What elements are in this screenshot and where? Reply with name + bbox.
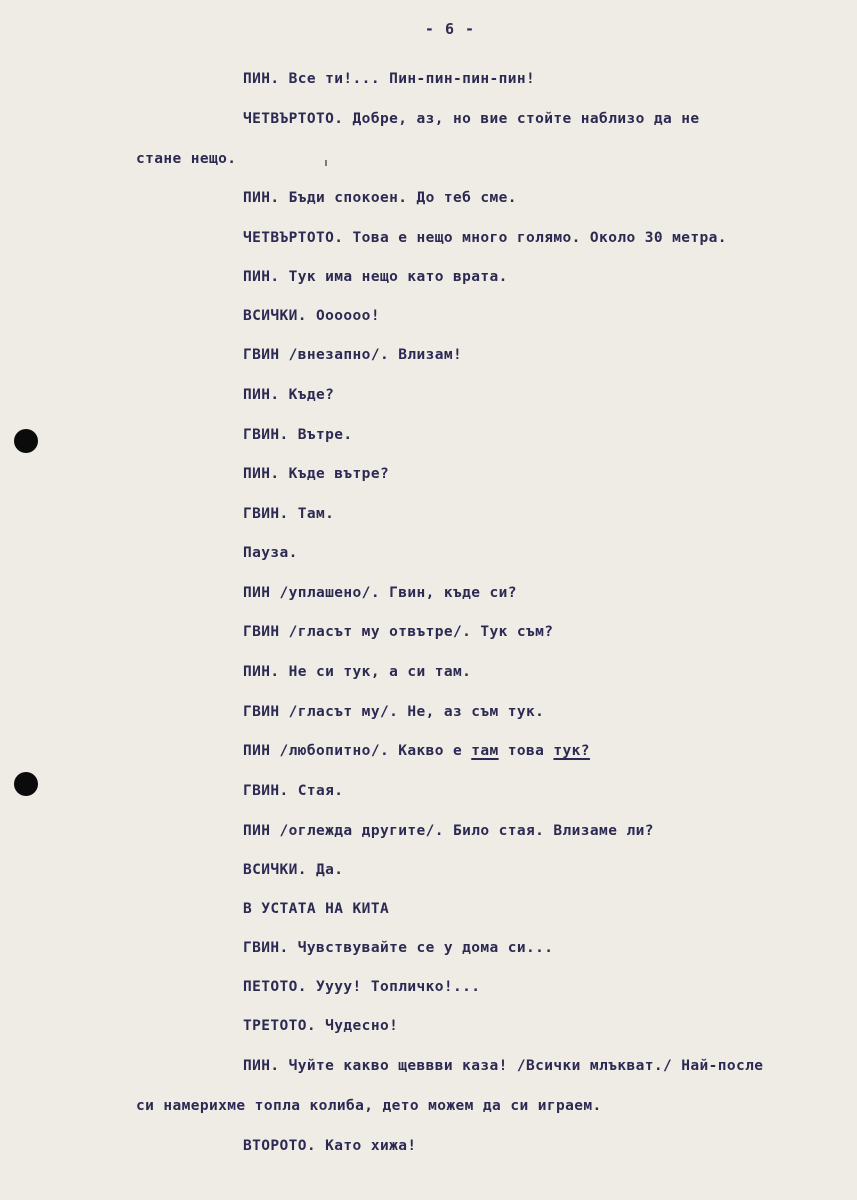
dialogue-line: ПИН. Къде? [243, 387, 335, 403]
dialogue-line: ЧЕТВЪРТОТО. Това е нещо много голямо. Около 30 метра. [243, 230, 727, 246]
dialogue-line-continuation: стане нещо. [136, 151, 237, 167]
line-segment: ПИН /любопитно/. Какво е [243, 743, 472, 759]
page-number: - 6 - [424, 20, 476, 38]
stage-direction: Пауза. [243, 545, 298, 561]
dialogue-line: ГВИН. Стая. [243, 783, 344, 799]
dialogue-line: ГВИН /гласът му отвътре/. Тук съм? [243, 624, 554, 640]
underlined-word: тук? [553, 743, 590, 759]
dialogue-line: ГВИН /гласът му/. Не, аз съм тук. [243, 704, 545, 720]
punch-hole-upper [14, 429, 38, 453]
scene-heading: В УСТАТА НА КИТА [243, 901, 390, 917]
dialogue-line: ПИН /оглежда другите/. Било стая. Влизаме ли? [243, 823, 654, 839]
dialogue-line: ГВИН. Вътре. [243, 427, 353, 443]
dialogue-line: ВСИЧКИ. Оооооо! [243, 308, 380, 324]
dialogue-line: ГВИН. Чувствувайте се у дома си... [243, 940, 554, 956]
dialogue-line: ЧЕТВЪРТОТО. Добре, аз, но вие стойте наблизо да не [243, 111, 700, 127]
dialogue-line: ПИН. Чуйте какво щеввви каза! /Всички млъкват./ Най-после [243, 1058, 764, 1074]
dialogue-line: ПЕТОТО. Уууу! Топличко!... [243, 979, 481, 995]
dialogue-line: ПИН. Тук има нещо като врата. [243, 269, 508, 285]
underlined-word: там [471, 743, 499, 759]
paper-speck [325, 160, 327, 166]
dialogue-line: ПИН. Къде вътре? [243, 466, 390, 482]
dialogue-line: ГВИН. Там. [243, 506, 335, 522]
dialogue-line: ГВИН /внезапно/. Влизам! [243, 347, 463, 363]
dialogue-line: ПИН /уплашено/. Гвин, къде си? [243, 585, 517, 601]
dialogue-line: ТРЕТОТО. Чудесно! [243, 1018, 399, 1034]
dialogue-line-continuation: си намерихме топла колиба, дето можем да си играем. [136, 1098, 602, 1114]
dialogue-line: ПИН. Все ти!... Пин-пин-пин-пин! [243, 71, 536, 87]
dialogue-line: ПИН. Бъди спокоен. До теб сме. [243, 190, 517, 206]
punch-hole-lower [14, 772, 38, 796]
dialogue-line-with-emphasis [243, 741, 590, 761]
dialogue-line: ВТОРОТО. Като хижа! [243, 1138, 417, 1154]
dialogue-line: ПИН. Не си тук, а си там. [243, 664, 472, 680]
line-segment: това [498, 743, 554, 759]
dialogue-line: ВСИЧКИ. Да. [243, 862, 344, 878]
